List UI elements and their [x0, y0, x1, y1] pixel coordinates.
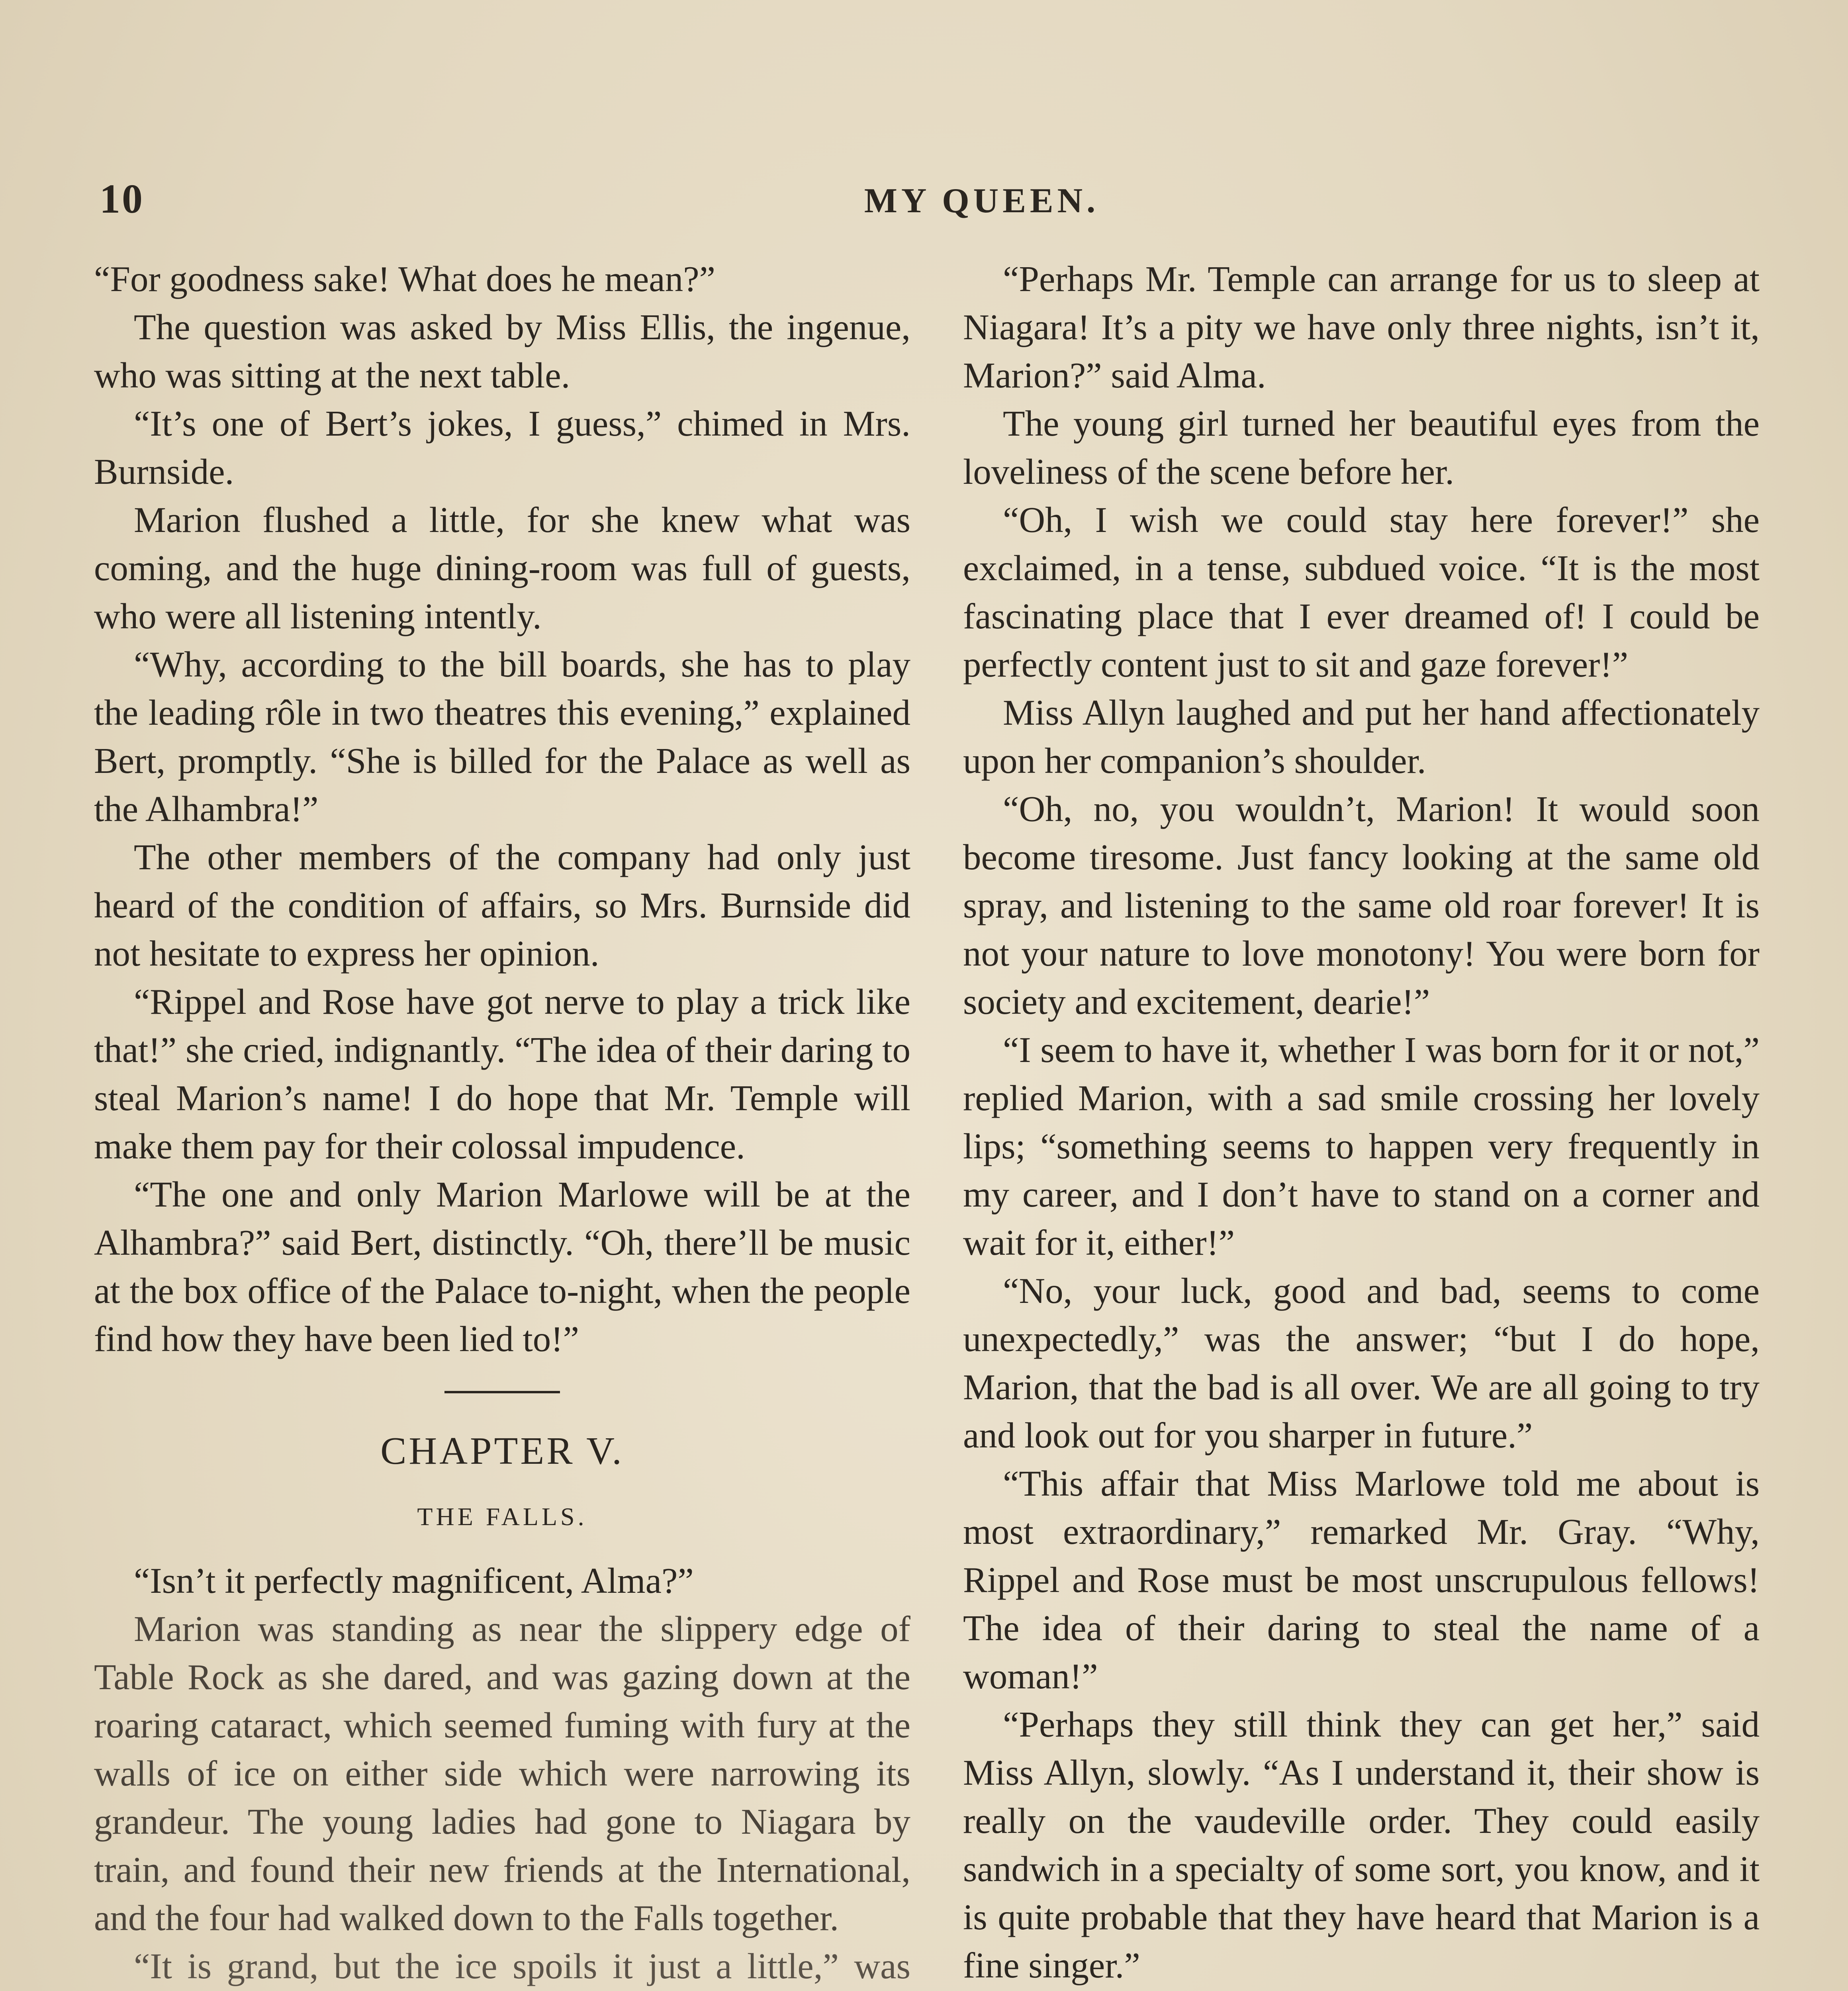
chapter-subtitle: THE FALLS. [417, 1502, 587, 1531]
paragraph: The other members of the company had only just heard of the condition of affairs, so Mrs. Burnside did not hesitate to express her opinion. [94, 837, 910, 974]
paragraph: “It’s one of Bert’s jokes, I guess,” chimed in Mrs. Burnside. [94, 403, 910, 492]
paragraph: “Oh, no, you wouldn’t, Marion! It would soon become tiresome. Just fancy looking at the same old spray, and listening to the same old roar forever! It is not your nature to love monotony! You were born for society and excitement, dearie!” [963, 789, 1760, 1022]
chapter-heading: CHAPTER V. [380, 1430, 624, 1473]
paragraph: Miss Allyn laughed and put her hand affectionately upon her companion’s shoulder. [963, 692, 1760, 781]
right-column [963, 255, 1760, 1991]
paragraph: “No, your luck, good and bad, seems to come unexpectedly,” was the answer; “but I do hope, Marion, that the bad is all over. We are all going to try and look out for you sharper in future.” [963, 1271, 1760, 1455]
paragraph: “Why, according to the bill boards, she has to play the leading rôle in two theatres this evening,” explained Bert, promptly. “She is billed for the Palace as well as the Alhambra!” [94, 644, 910, 829]
paragraph: The question was asked by Miss Ellis, the ingenue, who was sitting at the next table. [94, 307, 910, 395]
left-column [94, 255, 910, 1991]
running-title: MY QUEEN. [864, 182, 1100, 220]
paragraph: “This affair that Miss Marlowe told me about is most extraordinary,” remarked Mr. Gray. “Why, Rippel and Rose must be most unscrupulous fellows! The idea of their daring to steal the name of a woman!” [963, 1463, 1760, 1696]
paragraph: “Perhaps Mr. Temple can arrange for us to sleep at Niagara! It’s a pity we have only three nights, isn’t it, Marion?” said Alma. [963, 259, 1760, 395]
paragraph: Marion flushed a little, for she knew what was coming, and the huge dining-room was full of guests, who were all listening intently. [94, 500, 910, 636]
paragraph: “Rippel and Rose have got nerve to play a trick like that!” she cried, indignantly. “The idea of their daring to steal Marion’s name! I do hope that Mr. Temple will make them pay for their colossal impudence. [94, 982, 910, 1166]
paragraph: The young girl turned her beautiful eyes from the loveliness of the scene before her. [963, 403, 1760, 492]
paragraph: “Isn’t it perfectly magnificent, Alma?” [134, 1561, 694, 1601]
paragraph [963, 1989, 1760, 1991]
paragraph: “Perhaps they still think they can get her,” said Miss Allyn, slowly. “As I understand it, their show is really on the vaudeville order. They could easily sandwich in a specialty of some sort, you know, and it is quite probable that they have heard that Marion is a fine singer.” [963, 1704, 1760, 1985]
paragraph: “It is grand, but the ice spoils it just a little,” was [134, 1946, 910, 1986]
page-header [100, 175, 1760, 235]
page-number: 10 [100, 176, 144, 222]
section-divider [444, 1391, 560, 1393]
paragraph: “The one and only Marion Marlowe will be at the Alhambra?” said Bert, distinctly. “Oh, there’ll be music at the box office of the Palace to-night, when the people find how they have been lied to!” [94, 1174, 910, 1359]
paragraph: “Oh, I wish we could stay here forever!” she exclaimed, in a tense, subdued voice. “It is the most fascinating place that I ever dreamed of! I could be perfectly content just to sit and gaze forever!” [963, 500, 1760, 685]
paragraph: “For goodness sake! What does he mean?” [94, 259, 715, 299]
paragraph: Marion was standing as near the slippery edge of Table Rock as she dared, and was gazing down at the roaring cataract, which seemed fuming with fury at the walls of ice on either side which were narrowing its grandeur. The young ladies had gone to Niagara by train, and found their new friends at the International, and the four had walked down to the Falls together. [94, 1609, 910, 1938]
paragraph: “I seem to have it, whether I was born for it or not,” replied Marion, with a sad smile crossing her lovely lips; “something seems to happen very frequently in my career, and I don’t have to stand on a corner and wait for it, either!” [963, 1030, 1760, 1263]
